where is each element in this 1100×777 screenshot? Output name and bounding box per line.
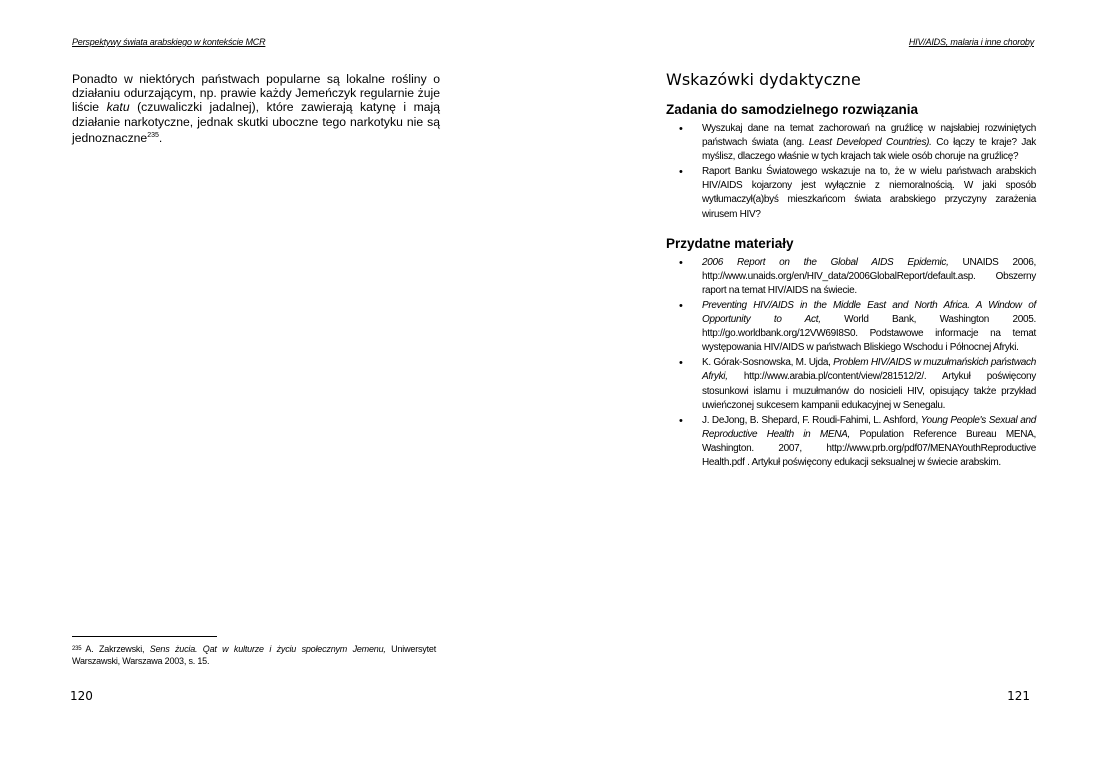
- item-text: UNAIDS 2006, http://www.unaids.org/en/HIV_data/2006GlobalReport/default.asp. Obszerny raport na temat HIV/AIDS na świecie.: [702, 256, 1036, 296]
- item-italic-text: Preventing HIV/AIDS in the Middle East and North Africa. A Window of Opportunity to Act,: [702, 299, 1036, 326]
- item-text: J. DeJong, B. Shepard, F. Roudi-Fahimi, L. Ashford,: [702, 414, 921, 426]
- footnote-reference: 235: [147, 131, 159, 139]
- item-italic-text: Least Developed Countries).: [808, 137, 932, 149]
- left-page-number: 120: [70, 689, 93, 703]
- paragraph-italic-term: katu: [106, 100, 130, 115]
- footnote-divider: [72, 636, 217, 637]
- item-text: Co łączy te kraje? Jak myślisz, dlaczego właśnie w tych krajach tak wiele osób choruje na gruźlicę?: [702, 137, 1037, 163]
- item-text: Population Reference Bureau MENA, Washington. 2007, http://www.prb.org/pdf07/MENAYouthReproductive Health.pdf . Artykuł poświęcony edukacji seksualnej w świecie arabskim.: [702, 428, 1037, 468]
- right-content: [666, 70, 1036, 484]
- footnote-title: Sens żucia. Qat w kulturze i życiu społecznym Jemenu,: [149, 644, 386, 654]
- paragraph-text-start: Ponadto w niektórych państwach popularne są lokalne rośliny o działaniu odurzającym, np. prawie każdy Jemeńczyk regularnie żuje liście: [72, 72, 440, 115]
- tasks-list: [666, 122, 1036, 222]
- materials-heading: Przydatne materiały: [666, 235, 794, 251]
- materials-list: [666, 256, 1036, 470]
- paragraph-text-end: (czuwaliczki jadalnej), które zawierają katynę i mają działanie narkotyczne, jednak skutki uboczne tego narkotyku nie są jednoznaczne: [72, 100, 440, 145]
- footnote-number: 235: [72, 646, 82, 652]
- item-text: K. Górak-Sosnowska, M. Ujda,: [702, 357, 834, 369]
- item-italic-text: Problem HIV/AIDS w muzułmańskich państwach Afryki,: [702, 357, 1036, 383]
- item-text: Raport Banku Światowego wskazuje na to, że w wielu państwach arabskich HIV/AIDS kojarzony jest wyłącznie z niemoralnością. W jaki sposób wytłumaczył(a)byś mieszkańcom świata arabskiego przyczyny zarażenia wirusem HIV?: [702, 166, 1036, 220]
- paragraph-period: .: [158, 130, 163, 145]
- item-text: World Bank, Washington 2005. http://go.worldbank.org/12VW69I8S0. Podstawowe informacje na temat występowania HIV/AIDS w państwach Bliskiego Wschodu i Północnej Afryki.: [702, 314, 1036, 354]
- footnote: [72, 643, 436, 667]
- list-item: [666, 165, 1036, 221]
- right-page-number: 121: [1007, 689, 1030, 703]
- left-running-head: Perspektywy świata arabskiego w kontekście MCR: [72, 37, 266, 47]
- item-text: http://www.arabia.pl/content/view/281512/2/. Artykuł poświęcony stosunkowi islamu i muzułmanów do nosicieli HIV, opisujący także przykład uwieńczonej sukcesem kampanii edukacyjnej w Senegalu.: [702, 371, 1036, 411]
- list-item: [666, 122, 1036, 164]
- list-item: [666, 414, 1036, 470]
- list-item: [666, 299, 1036, 355]
- tasks-heading: Zadania do samodzielnego rozwiązania: [666, 102, 919, 117]
- left-body-paragraph: [72, 72, 440, 145]
- item-italic-text: Young People's Sexual and Reproductive Health in MENA,: [702, 414, 1036, 440]
- section-title: Wskazówki dydaktyczne: [666, 70, 861, 89]
- right-running-head: HIV/AIDS, malaria i inne choroby: [908, 37, 1034, 47]
- list-item: [666, 256, 1036, 298]
- footnote-author: A. Zakrzewski,: [85, 644, 150, 654]
- item-italic-text: 2006 Report on the Global AIDS Epidemic,: [702, 256, 949, 268]
- list-item: [666, 356, 1036, 412]
- right-page: [550, 0, 1100, 777]
- item-text: Wyszukaj dane na temat zachorowań na gruźlicę w najsłabiej rozwiniętych państwach świata (ang.: [702, 123, 1036, 149]
- footnote-rest: Uniwersytet Warszawski, Warszawa 2003, s. 15.: [72, 644, 436, 666]
